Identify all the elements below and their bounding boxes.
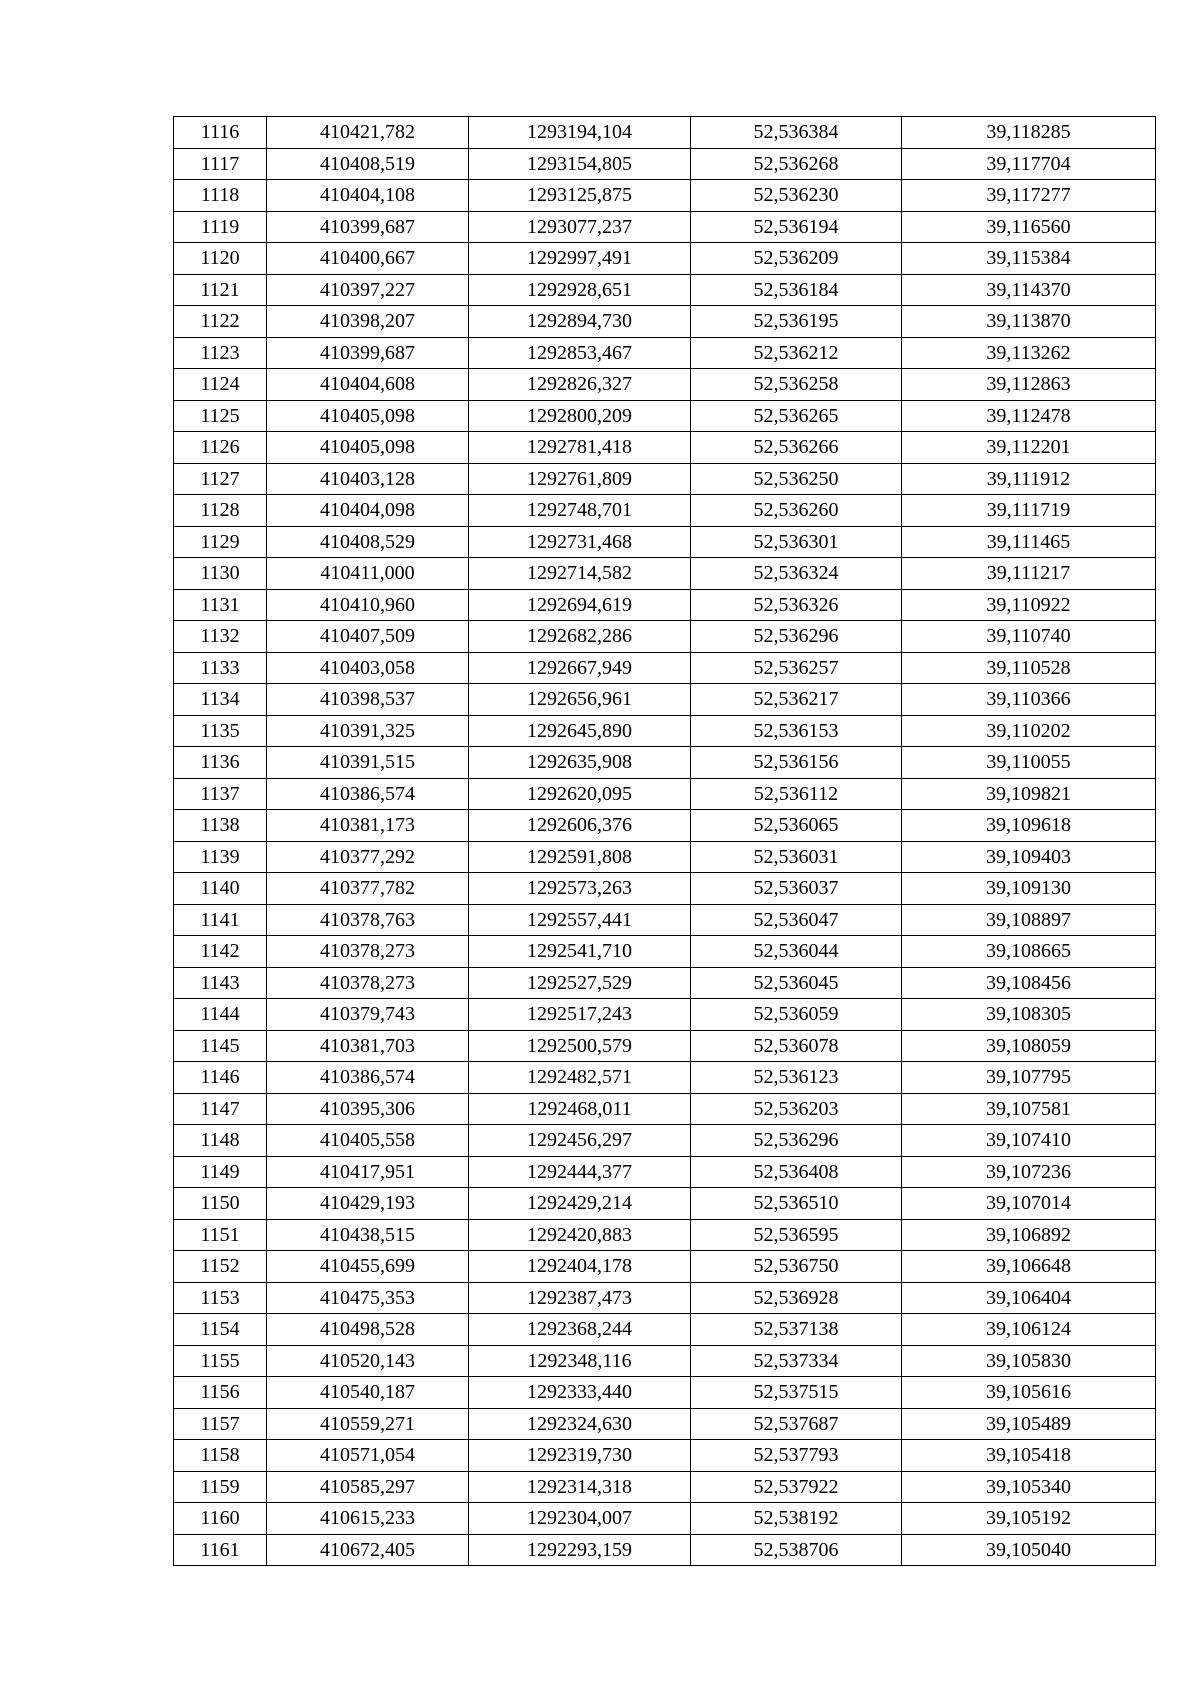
table-row bbox=[174, 211, 1156, 243]
longitude-cell: 39,112478 bbox=[902, 400, 1156, 432]
latitude-cell: 52,536059 bbox=[691, 999, 902, 1031]
longitude-cell: 39,105616 bbox=[902, 1377, 1156, 1409]
longitude-cell: 39,108059 bbox=[902, 1030, 1156, 1062]
x-coordinate-cell: 410498,528 bbox=[267, 1314, 469, 1346]
x-coordinate-cell: 410405,098 bbox=[267, 432, 469, 464]
latitude-cell: 52,536928 bbox=[691, 1282, 902, 1314]
point-number-cell: 1120 bbox=[174, 243, 267, 275]
table-row bbox=[174, 369, 1156, 401]
longitude-cell: 39,107581 bbox=[902, 1093, 1156, 1125]
point-number-cell: 1154 bbox=[174, 1314, 267, 1346]
latitude-cell: 52,536031 bbox=[691, 841, 902, 873]
y-coordinate-cell: 1292482,571 bbox=[469, 1062, 691, 1094]
table-row bbox=[174, 715, 1156, 747]
y-coordinate-cell: 1292500,579 bbox=[469, 1030, 691, 1062]
latitude-cell: 52,536045 bbox=[691, 967, 902, 999]
table-row bbox=[174, 243, 1156, 275]
point-number-cell: 1139 bbox=[174, 841, 267, 873]
table-row bbox=[174, 999, 1156, 1031]
x-coordinate-cell: 410585,297 bbox=[267, 1471, 469, 1503]
longitude-cell: 39,107410 bbox=[902, 1125, 1156, 1157]
latitude-cell: 52,536296 bbox=[691, 1125, 902, 1157]
longitude-cell: 39,111719 bbox=[902, 495, 1156, 527]
y-coordinate-cell: 1292731,468 bbox=[469, 526, 691, 558]
latitude-cell: 52,536209 bbox=[691, 243, 902, 275]
longitude-cell: 39,114370 bbox=[902, 274, 1156, 306]
longitude-cell: 39,105192 bbox=[902, 1503, 1156, 1535]
table-row bbox=[174, 306, 1156, 338]
table-row bbox=[174, 526, 1156, 558]
point-number-cell: 1157 bbox=[174, 1408, 267, 1440]
latitude-cell: 52,537922 bbox=[691, 1471, 902, 1503]
longitude-cell: 39,105418 bbox=[902, 1440, 1156, 1472]
longitude-cell: 39,107014 bbox=[902, 1188, 1156, 1220]
point-number-cell: 1147 bbox=[174, 1093, 267, 1125]
x-coordinate-cell: 410386,574 bbox=[267, 1062, 469, 1094]
x-coordinate-cell: 410399,687 bbox=[267, 337, 469, 369]
latitude-cell: 52,536184 bbox=[691, 274, 902, 306]
point-number-cell: 1146 bbox=[174, 1062, 267, 1094]
point-number-cell: 1126 bbox=[174, 432, 267, 464]
point-number-cell: 1149 bbox=[174, 1156, 267, 1188]
latitude-cell: 52,536195 bbox=[691, 306, 902, 338]
x-coordinate-cell: 410377,292 bbox=[267, 841, 469, 873]
longitude-cell: 39,106124 bbox=[902, 1314, 1156, 1346]
latitude-cell: 52,536384 bbox=[691, 117, 902, 149]
x-coordinate-cell: 410395,306 bbox=[267, 1093, 469, 1125]
point-number-cell: 1127 bbox=[174, 463, 267, 495]
latitude-cell: 52,536324 bbox=[691, 558, 902, 590]
point-number-cell: 1145 bbox=[174, 1030, 267, 1062]
x-coordinate-cell: 410398,537 bbox=[267, 684, 469, 716]
x-coordinate-cell: 410377,782 bbox=[267, 873, 469, 905]
y-coordinate-cell: 1292635,908 bbox=[469, 747, 691, 779]
point-number-cell: 1135 bbox=[174, 715, 267, 747]
y-coordinate-cell: 1293077,237 bbox=[469, 211, 691, 243]
longitude-cell: 39,111217 bbox=[902, 558, 1156, 590]
table-row bbox=[174, 1534, 1156, 1566]
point-number-cell: 1152 bbox=[174, 1251, 267, 1283]
longitude-cell: 39,105040 bbox=[902, 1534, 1156, 1566]
point-number-cell: 1143 bbox=[174, 967, 267, 999]
x-coordinate-cell: 410408,529 bbox=[267, 526, 469, 558]
latitude-cell: 52,536265 bbox=[691, 400, 902, 432]
y-coordinate-cell: 1292348,116 bbox=[469, 1345, 691, 1377]
y-coordinate-cell: 1292333,440 bbox=[469, 1377, 691, 1409]
latitude-cell: 52,536078 bbox=[691, 1030, 902, 1062]
y-coordinate-cell: 1292853,467 bbox=[469, 337, 691, 369]
point-number-cell: 1128 bbox=[174, 495, 267, 527]
longitude-cell: 39,105340 bbox=[902, 1471, 1156, 1503]
y-coordinate-cell: 1292387,473 bbox=[469, 1282, 691, 1314]
longitude-cell: 39,106648 bbox=[902, 1251, 1156, 1283]
point-number-cell: 1156 bbox=[174, 1377, 267, 1409]
point-number-cell: 1137 bbox=[174, 778, 267, 810]
latitude-cell: 52,536296 bbox=[691, 621, 902, 653]
longitude-cell: 39,112863 bbox=[902, 369, 1156, 401]
point-number-cell: 1158 bbox=[174, 1440, 267, 1472]
table-row bbox=[174, 337, 1156, 369]
table-row bbox=[174, 1188, 1156, 1220]
latitude-cell: 52,536112 bbox=[691, 778, 902, 810]
table-row bbox=[174, 400, 1156, 432]
latitude-cell: 52,536203 bbox=[691, 1093, 902, 1125]
table-row bbox=[174, 1503, 1156, 1535]
table-row bbox=[174, 274, 1156, 306]
latitude-cell: 52,536123 bbox=[691, 1062, 902, 1094]
y-coordinate-cell: 1293154,805 bbox=[469, 148, 691, 180]
latitude-cell: 52,536044 bbox=[691, 936, 902, 968]
point-number-cell: 1132 bbox=[174, 621, 267, 653]
latitude-cell: 52,536266 bbox=[691, 432, 902, 464]
point-number-cell: 1153 bbox=[174, 1282, 267, 1314]
table-row bbox=[174, 463, 1156, 495]
y-coordinate-cell: 1292591,808 bbox=[469, 841, 691, 873]
y-coordinate-cell: 1292541,710 bbox=[469, 936, 691, 968]
longitude-cell: 39,109821 bbox=[902, 778, 1156, 810]
y-coordinate-cell: 1292694,619 bbox=[469, 589, 691, 621]
latitude-cell: 52,536153 bbox=[691, 715, 902, 747]
latitude-cell: 52,536156 bbox=[691, 747, 902, 779]
table-row bbox=[174, 1471, 1156, 1503]
latitude-cell: 52,537515 bbox=[691, 1377, 902, 1409]
longitude-cell: 39,110366 bbox=[902, 684, 1156, 716]
point-number-cell: 1121 bbox=[174, 274, 267, 306]
point-number-cell: 1140 bbox=[174, 873, 267, 905]
latitude-cell: 52,536301 bbox=[691, 526, 902, 558]
y-coordinate-cell: 1292645,890 bbox=[469, 715, 691, 747]
point-number-cell: 1150 bbox=[174, 1188, 267, 1220]
longitude-cell: 39,111912 bbox=[902, 463, 1156, 495]
x-coordinate-cell: 410410,960 bbox=[267, 589, 469, 621]
point-number-cell: 1116 bbox=[174, 117, 267, 149]
point-number-cell: 1161 bbox=[174, 1534, 267, 1566]
x-coordinate-cell: 410379,743 bbox=[267, 999, 469, 1031]
table-row bbox=[174, 117, 1156, 149]
x-coordinate-cell: 410404,098 bbox=[267, 495, 469, 527]
point-number-cell: 1131 bbox=[174, 589, 267, 621]
latitude-cell: 52,536065 bbox=[691, 810, 902, 842]
x-coordinate-cell: 410400,667 bbox=[267, 243, 469, 275]
point-number-cell: 1124 bbox=[174, 369, 267, 401]
table-row bbox=[174, 1219, 1156, 1251]
table-row bbox=[174, 652, 1156, 684]
table-row bbox=[174, 936, 1156, 968]
y-coordinate-cell: 1292456,297 bbox=[469, 1125, 691, 1157]
latitude-cell: 52,536257 bbox=[691, 652, 902, 684]
table-row bbox=[174, 1062, 1156, 1094]
table-row bbox=[174, 432, 1156, 464]
y-coordinate-cell: 1292714,582 bbox=[469, 558, 691, 590]
longitude-cell: 39,113870 bbox=[902, 306, 1156, 338]
table-row bbox=[174, 1440, 1156, 1472]
coordinates-table-body bbox=[174, 117, 1156, 1566]
x-coordinate-cell: 410475,353 bbox=[267, 1282, 469, 1314]
latitude-cell: 52,536047 bbox=[691, 904, 902, 936]
x-coordinate-cell: 410398,207 bbox=[267, 306, 469, 338]
y-coordinate-cell: 1292368,244 bbox=[469, 1314, 691, 1346]
y-coordinate-cell: 1292573,263 bbox=[469, 873, 691, 905]
y-coordinate-cell: 1292557,441 bbox=[469, 904, 691, 936]
latitude-cell: 52,536230 bbox=[691, 180, 902, 212]
latitude-cell: 52,538706 bbox=[691, 1534, 902, 1566]
x-coordinate-cell: 410378,273 bbox=[267, 967, 469, 999]
longitude-cell: 39,117704 bbox=[902, 148, 1156, 180]
longitude-cell: 39,108665 bbox=[902, 936, 1156, 968]
y-coordinate-cell: 1292826,327 bbox=[469, 369, 691, 401]
longitude-cell: 39,107236 bbox=[902, 1156, 1156, 1188]
x-coordinate-cell: 410571,054 bbox=[267, 1440, 469, 1472]
latitude-cell: 52,537687 bbox=[691, 1408, 902, 1440]
y-coordinate-cell: 1292781,418 bbox=[469, 432, 691, 464]
x-coordinate-cell: 410397,227 bbox=[267, 274, 469, 306]
table-row bbox=[174, 1314, 1156, 1346]
x-coordinate-cell: 410520,143 bbox=[267, 1345, 469, 1377]
x-coordinate-cell: 410408,519 bbox=[267, 148, 469, 180]
y-coordinate-cell: 1292404,178 bbox=[469, 1251, 691, 1283]
y-coordinate-cell: 1292304,007 bbox=[469, 1503, 691, 1535]
x-coordinate-cell: 410429,193 bbox=[267, 1188, 469, 1220]
table-row bbox=[174, 841, 1156, 873]
latitude-cell: 52,536260 bbox=[691, 495, 902, 527]
longitude-cell: 39,110922 bbox=[902, 589, 1156, 621]
y-coordinate-cell: 1292667,949 bbox=[469, 652, 691, 684]
x-coordinate-cell: 410403,128 bbox=[267, 463, 469, 495]
table-row bbox=[174, 1345, 1156, 1377]
y-coordinate-cell: 1292761,809 bbox=[469, 463, 691, 495]
longitude-cell: 39,108897 bbox=[902, 904, 1156, 936]
point-number-cell: 1119 bbox=[174, 211, 267, 243]
longitude-cell: 39,117277 bbox=[902, 180, 1156, 212]
y-coordinate-cell: 1292928,651 bbox=[469, 274, 691, 306]
y-coordinate-cell: 1292894,730 bbox=[469, 306, 691, 338]
y-coordinate-cell: 1292319,730 bbox=[469, 1440, 691, 1472]
y-coordinate-cell: 1293125,875 bbox=[469, 180, 691, 212]
latitude-cell: 52,536510 bbox=[691, 1188, 902, 1220]
x-coordinate-cell: 410391,515 bbox=[267, 747, 469, 779]
table-row bbox=[174, 1408, 1156, 1440]
x-coordinate-cell: 410559,271 bbox=[267, 1408, 469, 1440]
table-row bbox=[174, 810, 1156, 842]
point-number-cell: 1142 bbox=[174, 936, 267, 968]
table-row bbox=[174, 621, 1156, 653]
latitude-cell: 52,538192 bbox=[691, 1503, 902, 1535]
longitude-cell: 39,113262 bbox=[902, 337, 1156, 369]
point-number-cell: 1118 bbox=[174, 180, 267, 212]
table-row bbox=[174, 778, 1156, 810]
table-row bbox=[174, 1251, 1156, 1283]
point-number-cell: 1144 bbox=[174, 999, 267, 1031]
longitude-cell: 39,106892 bbox=[902, 1219, 1156, 1251]
point-number-cell: 1151 bbox=[174, 1219, 267, 1251]
x-coordinate-cell: 410378,273 bbox=[267, 936, 469, 968]
longitude-cell: 39,116560 bbox=[902, 211, 1156, 243]
latitude-cell: 52,536194 bbox=[691, 211, 902, 243]
x-coordinate-cell: 410404,608 bbox=[267, 369, 469, 401]
x-coordinate-cell: 410391,325 bbox=[267, 715, 469, 747]
x-coordinate-cell: 410399,687 bbox=[267, 211, 469, 243]
y-coordinate-cell: 1292606,376 bbox=[469, 810, 691, 842]
x-coordinate-cell: 410672,405 bbox=[267, 1534, 469, 1566]
point-number-cell: 1134 bbox=[174, 684, 267, 716]
y-coordinate-cell: 1292429,214 bbox=[469, 1188, 691, 1220]
latitude-cell: 52,536595 bbox=[691, 1219, 902, 1251]
table-row bbox=[174, 904, 1156, 936]
coordinates-table bbox=[173, 116, 1156, 1566]
table-row bbox=[174, 873, 1156, 905]
latitude-cell: 52,537334 bbox=[691, 1345, 902, 1377]
table-row bbox=[174, 148, 1156, 180]
x-coordinate-cell: 410378,763 bbox=[267, 904, 469, 936]
y-coordinate-cell: 1292682,286 bbox=[469, 621, 691, 653]
table-row bbox=[174, 747, 1156, 779]
longitude-cell: 39,110528 bbox=[902, 652, 1156, 684]
latitude-cell: 52,536750 bbox=[691, 1251, 902, 1283]
x-coordinate-cell: 410407,509 bbox=[267, 621, 469, 653]
table-row bbox=[174, 495, 1156, 527]
table-row bbox=[174, 1282, 1156, 1314]
y-coordinate-cell: 1292620,095 bbox=[469, 778, 691, 810]
longitude-cell: 39,112201 bbox=[902, 432, 1156, 464]
point-number-cell: 1117 bbox=[174, 148, 267, 180]
x-coordinate-cell: 410405,098 bbox=[267, 400, 469, 432]
latitude-cell: 52,536212 bbox=[691, 337, 902, 369]
latitude-cell: 52,536217 bbox=[691, 684, 902, 716]
longitude-cell: 39,108305 bbox=[902, 999, 1156, 1031]
point-number-cell: 1125 bbox=[174, 400, 267, 432]
x-coordinate-cell: 410615,233 bbox=[267, 1503, 469, 1535]
longitude-cell: 39,109403 bbox=[902, 841, 1156, 873]
table-row bbox=[174, 1030, 1156, 1062]
table-row bbox=[174, 967, 1156, 999]
point-number-cell: 1138 bbox=[174, 810, 267, 842]
x-coordinate-cell: 410421,782 bbox=[267, 117, 469, 149]
longitude-cell: 39,111465 bbox=[902, 526, 1156, 558]
point-number-cell: 1122 bbox=[174, 306, 267, 338]
point-number-cell: 1130 bbox=[174, 558, 267, 590]
latitude-cell: 52,536037 bbox=[691, 873, 902, 905]
longitude-cell: 39,105830 bbox=[902, 1345, 1156, 1377]
table-row bbox=[174, 1093, 1156, 1125]
latitude-cell: 52,536258 bbox=[691, 369, 902, 401]
y-coordinate-cell: 1292527,529 bbox=[469, 967, 691, 999]
latitude-cell: 52,536250 bbox=[691, 463, 902, 495]
point-number-cell: 1148 bbox=[174, 1125, 267, 1157]
x-coordinate-cell: 410417,951 bbox=[267, 1156, 469, 1188]
y-coordinate-cell: 1292656,961 bbox=[469, 684, 691, 716]
y-coordinate-cell: 1292420,883 bbox=[469, 1219, 691, 1251]
longitude-cell: 39,107795 bbox=[902, 1062, 1156, 1094]
point-number-cell: 1155 bbox=[174, 1345, 267, 1377]
y-coordinate-cell: 1292468,011 bbox=[469, 1093, 691, 1125]
longitude-cell: 39,110740 bbox=[902, 621, 1156, 653]
table-row bbox=[174, 684, 1156, 716]
longitude-cell: 39,108456 bbox=[902, 967, 1156, 999]
table-row bbox=[174, 1125, 1156, 1157]
latitude-cell: 52,536326 bbox=[691, 589, 902, 621]
y-coordinate-cell: 1292293,159 bbox=[469, 1534, 691, 1566]
x-coordinate-cell: 410405,558 bbox=[267, 1125, 469, 1157]
table-row bbox=[174, 1156, 1156, 1188]
point-number-cell: 1133 bbox=[174, 652, 267, 684]
longitude-cell: 39,105489 bbox=[902, 1408, 1156, 1440]
x-coordinate-cell: 410540,187 bbox=[267, 1377, 469, 1409]
y-coordinate-cell: 1292324,630 bbox=[469, 1408, 691, 1440]
point-number-cell: 1141 bbox=[174, 904, 267, 936]
longitude-cell: 39,109130 bbox=[902, 873, 1156, 905]
y-coordinate-cell: 1293194,104 bbox=[469, 117, 691, 149]
x-coordinate-cell: 410438,515 bbox=[267, 1219, 469, 1251]
longitude-cell: 39,118285 bbox=[902, 117, 1156, 149]
y-coordinate-cell: 1292314,318 bbox=[469, 1471, 691, 1503]
y-coordinate-cell: 1292444,377 bbox=[469, 1156, 691, 1188]
longitude-cell: 39,109618 bbox=[902, 810, 1156, 842]
y-coordinate-cell: 1292997,491 bbox=[469, 243, 691, 275]
point-number-cell: 1123 bbox=[174, 337, 267, 369]
table-row bbox=[174, 558, 1156, 590]
longitude-cell: 39,110202 bbox=[902, 715, 1156, 747]
table-row bbox=[174, 180, 1156, 212]
x-coordinate-cell: 410455,699 bbox=[267, 1251, 469, 1283]
table-row bbox=[174, 1377, 1156, 1409]
y-coordinate-cell: 1292517,243 bbox=[469, 999, 691, 1031]
x-coordinate-cell: 410411,000 bbox=[267, 558, 469, 590]
point-number-cell: 1160 bbox=[174, 1503, 267, 1535]
x-coordinate-cell: 410381,703 bbox=[267, 1030, 469, 1062]
longitude-cell: 39,115384 bbox=[902, 243, 1156, 275]
latitude-cell: 52,537138 bbox=[691, 1314, 902, 1346]
longitude-cell: 39,106404 bbox=[902, 1282, 1156, 1314]
longitude-cell: 39,110055 bbox=[902, 747, 1156, 779]
x-coordinate-cell: 410386,574 bbox=[267, 778, 469, 810]
latitude-cell: 52,536268 bbox=[691, 148, 902, 180]
point-number-cell: 1136 bbox=[174, 747, 267, 779]
latitude-cell: 52,537793 bbox=[691, 1440, 902, 1472]
point-number-cell: 1129 bbox=[174, 526, 267, 558]
table-row bbox=[174, 589, 1156, 621]
x-coordinate-cell: 410381,173 bbox=[267, 810, 469, 842]
latitude-cell: 52,536408 bbox=[691, 1156, 902, 1188]
x-coordinate-cell: 410403,058 bbox=[267, 652, 469, 684]
y-coordinate-cell: 1292748,701 bbox=[469, 495, 691, 527]
point-number-cell: 1159 bbox=[174, 1471, 267, 1503]
x-coordinate-cell: 410404,108 bbox=[267, 180, 469, 212]
y-coordinate-cell: 1292800,209 bbox=[469, 400, 691, 432]
